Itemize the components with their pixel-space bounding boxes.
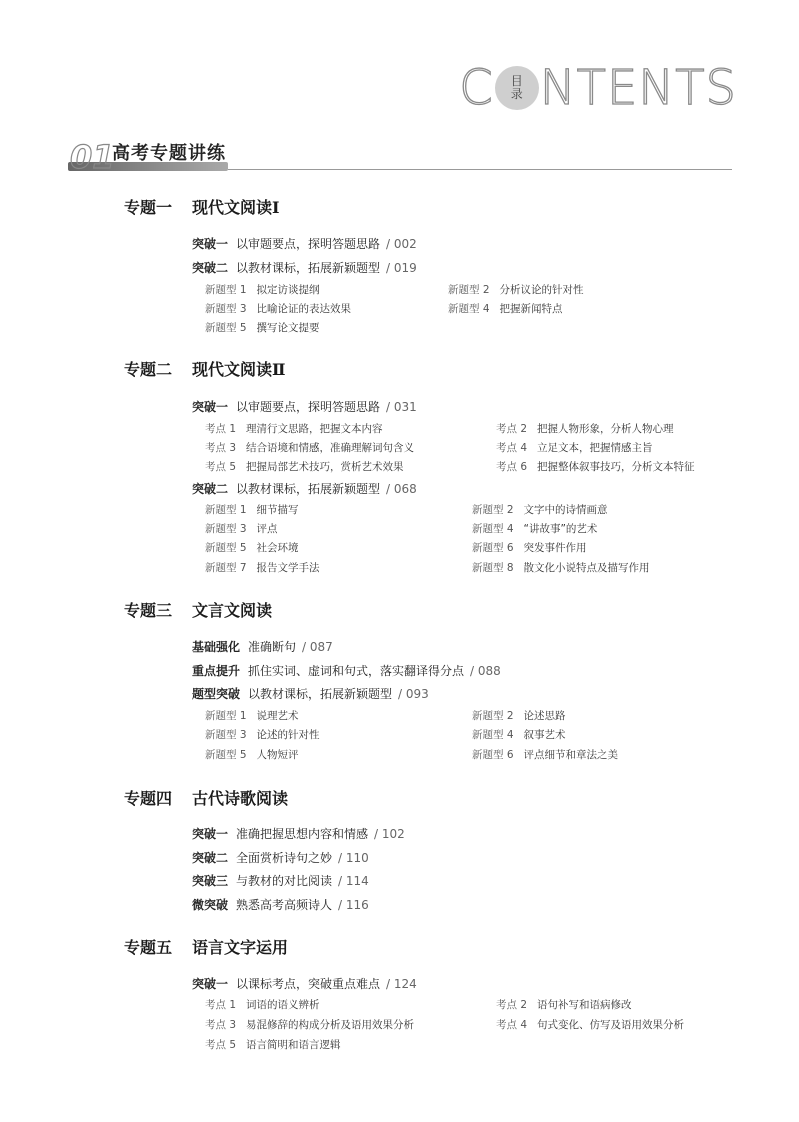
sub-text: 立足文本，把握情感主旨 — [537, 442, 653, 454]
entry-label: 突破二 — [192, 851, 229, 865]
sub-label: 考点 4 — [496, 442, 528, 454]
sub-entry — [205, 422, 383, 436]
sub-text: 把握整体叙事技巧，分析文本特征 — [537, 461, 695, 473]
sub-label: 考点 1 — [205, 999, 237, 1011]
entry-page: / 116 — [338, 898, 369, 912]
sub-text: 分析议论的针对性 — [499, 284, 584, 296]
sub-text: 论述思路 — [523, 710, 566, 722]
toc-entry[interactable] — [192, 663, 501, 679]
entry-label: 重点提升 — [192, 664, 241, 678]
sub-label: 考点 4 — [496, 1019, 528, 1031]
entry-title: 以教材课标，拓展新颖题型 — [236, 261, 381, 275]
contents-logo — [459, 62, 737, 114]
topic-2-heading — [124, 360, 286, 380]
sub-text: 叙事艺术 — [523, 729, 566, 741]
sub-text: 评点 — [256, 523, 278, 535]
sub-entry — [205, 460, 404, 474]
topic-name: 现代文阅读Ⅰ — [192, 198, 280, 217]
sub-entry — [496, 441, 653, 455]
sub-label: 考点 3 — [205, 1019, 237, 1031]
entry-page: / 114 — [338, 874, 369, 888]
entry-title: 熟悉高考高频诗人 — [236, 898, 333, 912]
entry-label: 突破二 — [192, 482, 229, 496]
sub-text: 拟定访谈提纲 — [256, 284, 320, 296]
sub-label: 新题型 7 — [205, 562, 247, 574]
sub-text: 易混修辞的构成分析及语用效果分析 — [246, 1019, 415, 1031]
entry-title: 与教材的对比阅读 — [236, 874, 333, 888]
toc-entry[interactable] — [192, 639, 333, 655]
entry-label: 突破一 — [192, 977, 229, 991]
sub-entry — [496, 1018, 684, 1032]
sub-text: 把握人物形象，分析人物心理 — [537, 423, 674, 435]
entry-title: 以审题要点，探明答题思路 — [236, 400, 381, 414]
sub-label: 新题型 3 — [205, 303, 247, 315]
entry-title: 准确把握思想内容和情感 — [236, 827, 369, 841]
sub-entry — [496, 422, 674, 436]
logo-circle-top: 目 — [510, 74, 523, 88]
sub-label: 新题型 5 — [205, 322, 247, 334]
sub-entry — [205, 503, 299, 517]
sub-entry — [205, 302, 351, 316]
sub-label: 考点 2 — [496, 423, 528, 435]
entry-title: 抓住实词、虚词和句式，落实翻译得分点 — [248, 664, 465, 678]
sub-entry — [205, 541, 299, 555]
entry-label: 基础强化 — [192, 640, 241, 654]
sub-text: 文字中的诗情画意 — [523, 504, 608, 516]
entry-label: 突破三 — [192, 874, 229, 888]
sub-text: 撰写论文提要 — [256, 322, 320, 334]
sub-text: 社会环境 — [256, 542, 299, 554]
topic-label: 专题五 — [124, 938, 173, 957]
sub-entry — [205, 998, 320, 1012]
sub-label: 新题型 8 — [472, 562, 514, 574]
toc-entry[interactable] — [192, 826, 405, 842]
sub-entry — [472, 503, 608, 517]
logo-letters-rest: NTENTS — [539, 60, 737, 116]
sub-entry — [205, 561, 320, 575]
topic-name: 现代文阅读Ⅱ — [192, 360, 286, 379]
toc-entry[interactable] — [192, 481, 417, 497]
toc-entry[interactable] — [192, 686, 429, 702]
sub-text: 人物短评 — [256, 749, 299, 761]
entry-label: 突破一 — [192, 827, 229, 841]
sub-text: 突发事件作用 — [523, 542, 587, 554]
section-number: 01 — [70, 138, 115, 176]
entry-page: / 068 — [386, 482, 417, 496]
entry-page: / 088 — [470, 664, 501, 678]
topic-name: 文言文阅读 — [192, 601, 273, 620]
topic-4-heading — [124, 789, 288, 809]
entry-page: / 087 — [302, 640, 333, 654]
sub-entry — [205, 728, 320, 742]
sub-label: 新题型 4 — [472, 523, 514, 535]
sub-entry — [448, 283, 584, 297]
sub-label: 新题型 1 — [205, 710, 247, 722]
sub-text: 论述的针对性 — [256, 729, 320, 741]
sub-text: 散文化小说特点及描写作用 — [523, 562, 650, 574]
sub-label: 考点 5 — [205, 1039, 237, 1051]
sub-entry — [496, 998, 632, 1012]
entry-label: 突破二 — [192, 261, 229, 275]
entry-label: 突破一 — [192, 237, 229, 251]
entry-label: 微突破 — [192, 898, 229, 912]
sub-label: 新题型 2 — [472, 710, 514, 722]
entry-page: / 031 — [386, 400, 417, 414]
sub-entry — [205, 748, 299, 762]
entry-label: 突破一 — [192, 400, 229, 414]
sub-label: 新题型 1 — [205, 504, 247, 516]
entry-page: / 002 — [386, 237, 417, 251]
sub-label: 新题型 5 — [205, 749, 247, 761]
sub-text: 细节描写 — [256, 504, 299, 516]
toc-entry[interactable] — [192, 399, 417, 415]
sub-entry — [205, 709, 299, 723]
sub-entry — [472, 561, 650, 575]
sub-entry — [448, 302, 563, 316]
entry-label: 题型突破 — [192, 687, 241, 701]
sub-text: 说理艺术 — [256, 710, 299, 722]
sub-text: 理清行文思路，把握文本内容 — [246, 423, 383, 435]
topic-label: 专题三 — [124, 601, 173, 620]
sub-text: 结合语境和情感，准确理解词句含义 — [246, 442, 415, 454]
sub-entry — [472, 709, 566, 723]
topic-5-heading — [124, 938, 288, 958]
sub-entry — [472, 541, 587, 555]
entry-title: 以教材课标，拓展新颖题型 — [248, 687, 393, 701]
sub-label: 新题型 2 — [448, 284, 490, 296]
sub-label: 新题型 6 — [472, 749, 514, 761]
sub-text: 评点细节和章法之美 — [523, 749, 619, 761]
sub-text: 语句补写和语病修改 — [537, 999, 632, 1011]
sub-entry — [205, 1018, 414, 1032]
entry-title: 以审题要点，探明答题思路 — [236, 237, 381, 251]
sub-entry — [472, 748, 618, 762]
logo-letter-c: C — [459, 60, 494, 116]
sub-label: 考点 1 — [205, 423, 237, 435]
entry-page: / 124 — [386, 977, 417, 991]
sub-label: 新题型 6 — [472, 542, 514, 554]
section-title: 高考专题讲练 — [112, 143, 226, 164]
sub-label: 考点 2 — [496, 999, 528, 1011]
sub-label: 新题型 4 — [448, 303, 490, 315]
topic-name: 语言文字运用 — [192, 938, 289, 957]
toc-entry[interactable] — [192, 976, 417, 992]
toc-entry[interactable] — [192, 897, 369, 913]
sub-entry — [496, 460, 695, 474]
sub-label: 新题型 4 — [472, 729, 514, 741]
sub-entry — [205, 522, 278, 536]
topic-label: 专题四 — [124, 789, 173, 808]
sub-label: 新题型 5 — [205, 542, 247, 554]
sub-text: 比喻论证的表达效果 — [256, 303, 352, 315]
sub-text: 句式变化、仿写及语用效果分析 — [537, 1019, 685, 1031]
section-banner — [68, 140, 732, 174]
sub-text: “讲故事”的艺术 — [523, 523, 598, 535]
sub-text: 把握新闻特点 — [499, 303, 563, 315]
logo-circle — [495, 66, 539, 110]
entry-title: 以教材课标，拓展新颖题型 — [236, 482, 381, 496]
toc-entry[interactable] — [192, 236, 417, 252]
topic-1-heading — [124, 198, 280, 218]
entry-page: / 093 — [398, 687, 429, 701]
sub-label: 新题型 2 — [472, 504, 514, 516]
entry-page: / 102 — [374, 827, 405, 841]
sub-entry — [205, 321, 320, 335]
sub-label: 考点 5 — [205, 461, 237, 473]
sub-entry — [472, 728, 566, 742]
sub-label: 新题型 1 — [205, 284, 247, 296]
sub-label: 新题型 3 — [205, 523, 247, 535]
sub-entry — [205, 283, 320, 297]
sub-label: 新题型 3 — [205, 729, 247, 741]
logo-circle-bottom: 录 — [510, 87, 523, 101]
sub-label: 考点 6 — [496, 461, 528, 473]
topic-label: 专题二 — [124, 360, 173, 379]
toc-entry[interactable] — [192, 850, 369, 866]
sub-text: 词语的语义辨析 — [246, 999, 320, 1011]
sub-text: 把握局部艺术技巧，赏析艺术效果 — [246, 461, 404, 473]
entry-title: 准确断句 — [248, 640, 297, 654]
sub-label: 考点 3 — [205, 442, 237, 454]
entry-title: 全面赏析诗句之妙 — [236, 851, 333, 865]
entry-title: 以课标考点，突破重点难点 — [236, 977, 381, 991]
toc-entry[interactable] — [192, 260, 417, 276]
sub-text: 报告文学手法 — [256, 562, 320, 574]
banner-divider — [228, 169, 732, 170]
entry-page: / 110 — [338, 851, 369, 865]
sub-entry — [472, 522, 597, 536]
sub-entry — [205, 441, 414, 455]
topic-name: 古代诗歌阅读 — [192, 789, 289, 808]
sub-text: 语言简明和语言逻辑 — [246, 1039, 341, 1051]
topic-label: 专题一 — [124, 198, 173, 217]
entry-page: / 019 — [386, 261, 417, 275]
topic-3-heading — [124, 601, 272, 621]
toc-entry[interactable] — [192, 873, 369, 889]
sub-entry — [205, 1038, 341, 1052]
